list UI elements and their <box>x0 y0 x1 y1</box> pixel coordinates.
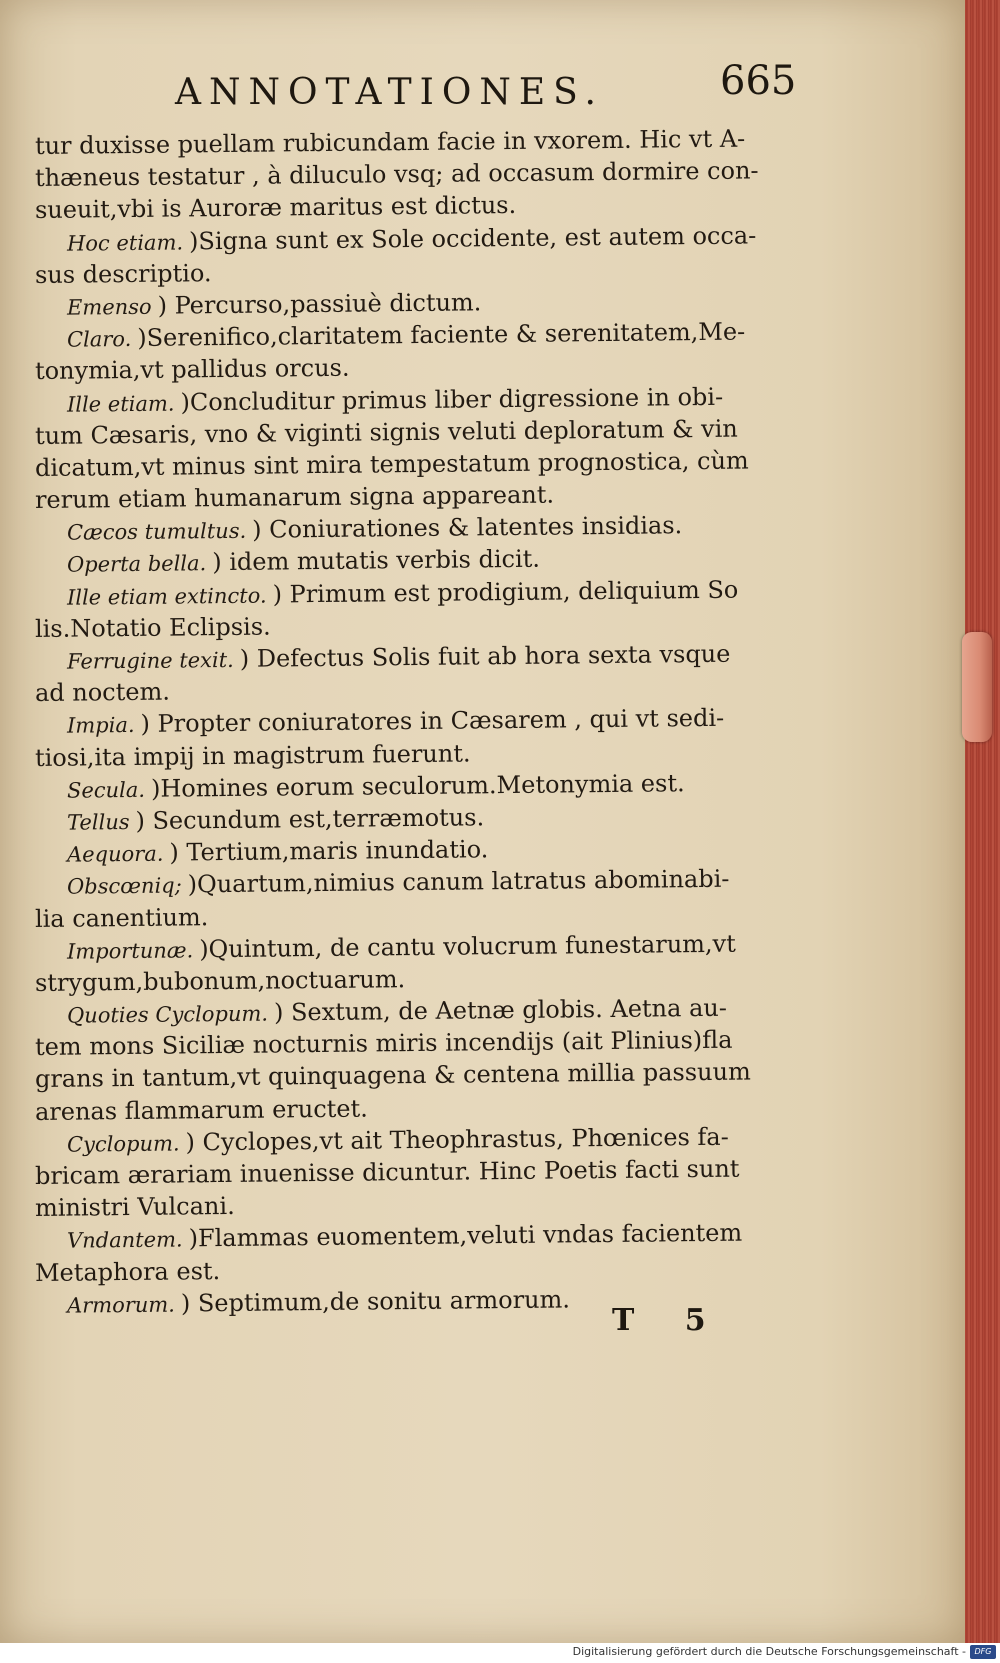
line-text: ) Defectus Solis fuit ab hora sexta vsque <box>239 639 731 673</box>
line-text: ad noctem. <box>34 677 171 708</box>
line-text: thæneus testatur , à diluculo vsq; ad occasum dormire con- <box>34 156 759 193</box>
lemma: Aequora. <box>66 841 164 867</box>
text-block <box>34 124 940 1321</box>
line-text: ) Primum est prodigium, deliquium So <box>272 575 739 609</box>
line-text: ) idem mutatis verbis dicit. <box>212 545 541 577</box>
line-text: )Flammas euomentem,veluti vndas facientem <box>188 1218 743 1253</box>
lemma: Vndantem. <box>66 1227 183 1254</box>
line-text: )Homines eorum seculorum.Metonymia est. <box>150 768 685 803</box>
line-text: ) Tertium,maris inundatio. <box>169 835 489 867</box>
line-text: Metaphora est. <box>34 1256 221 1287</box>
lemma: Quoties Cyclopum. <box>66 1001 269 1028</box>
page-number: 665 <box>720 58 797 104</box>
line-text: rerum etiam humanarum signa appareant. <box>34 480 555 515</box>
line-text: )Serenifico,claritatem faciente & serenitatem,Me- <box>137 317 746 353</box>
lemma: Importunæ. <box>66 938 194 964</box>
lemma: Ille etiam extincto. <box>66 583 267 610</box>
line-text: arenas flammarum eructet. <box>34 1094 368 1126</box>
line-text: tum Cæsaris, vno & viginti signis veluti deploratum & vin <box>34 414 738 450</box>
bookmark-tab <box>962 632 992 742</box>
line-text: ) Secundum est,terræmotus. <box>135 803 485 835</box>
lemma: Secula. <box>66 777 146 803</box>
line-text: )Signa sunt ex Sole occidente, est autem occa- <box>188 221 757 255</box>
line-text: strygum,bubonum,noctuarum. <box>34 964 406 997</box>
line-text: bricam ærariam inuenisse dicuntur. Hinc Poetis facti sunt <box>34 1154 740 1190</box>
line-text: )Quintum, de cantu volucrum funestarum,vt <box>199 929 736 963</box>
lemma: Tellus <box>66 809 130 835</box>
dfg-logo-icon <box>970 1645 996 1659</box>
digitization-footer <box>0 1643 1000 1663</box>
dfg-logo-label: DFG <box>974 1647 992 1656</box>
line-text: )Concluditur primus liber digressione in obi- <box>180 382 724 416</box>
lemma: Cyclopum. <box>66 1131 180 1157</box>
line-text: tonymia,vt pallidus orcus. <box>34 354 350 386</box>
lemma: Armorum. <box>66 1292 176 1318</box>
lemma: Hoc etiam. <box>66 230 184 256</box>
line-text: ) Percurso,passiuè dictum. <box>157 288 482 320</box>
lemma: Impia. <box>66 713 135 739</box>
line-text: ) Cyclopes,vt ait Theophrastus, Phœnices fa- <box>185 1122 729 1157</box>
running-title: ANNOTATIONES. <box>175 72 604 113</box>
line-text: ) Septimum,de sonitu armorum. <box>180 1285 571 1318</box>
line-text: ) Coniurationes & latentes insidias. <box>252 511 683 544</box>
signature-mark: T 5 <box>612 1303 706 1338</box>
line-text: lis.Notatio Eclipsis. <box>34 612 271 643</box>
line-text: sus descriptio. <box>34 258 212 289</box>
lemma: Ille etiam. <box>66 391 175 417</box>
lemma: Emenso <box>66 294 152 320</box>
line-text: tur duxisse puellam rubicundam facie in vxorem. Hic vt A- <box>34 124 746 160</box>
line-text: sueuit,vbi is Auroræ maritus est dictus. <box>34 191 517 225</box>
line-text: )Quartum,nimius canum latratus abominabi- <box>187 865 730 899</box>
line-text: dicatum,vt minus sint mira tempestatum prognostica, cùm <box>34 446 749 482</box>
lemma: Operta bella. <box>66 551 207 578</box>
lemma: Cæcos tumultus. <box>66 519 247 545</box>
line-text: lia canentium. <box>34 902 209 933</box>
footer-credit: Digitalisierung gefördert durch die Deutsche Forschungsgemeinschaft - <box>572 1645 966 1658</box>
book-edge <box>965 0 1000 1643</box>
line-text: ) Propter coniuratores in Cæsarem , qui vt sedi- <box>140 704 725 739</box>
line-text: tem mons Siciliæ nocturnis miris incendijs (ait Plinius)fla <box>34 1025 733 1062</box>
lemma: Obscœniq; <box>66 873 182 899</box>
lemma: Ferrugine texit. <box>66 647 234 674</box>
line-text: tiosi,ita impij in magistrum fuerunt. <box>34 739 471 772</box>
line-text: ) Sextum, de Aetnæ globis. Aetna au- <box>273 993 727 1027</box>
line-text: grans in tantum,vt quinquagena & centena millia passuum <box>34 1057 751 1094</box>
lemma: Claro. <box>66 327 132 352</box>
line-text: ministri Vulcani. <box>34 1192 235 1223</box>
